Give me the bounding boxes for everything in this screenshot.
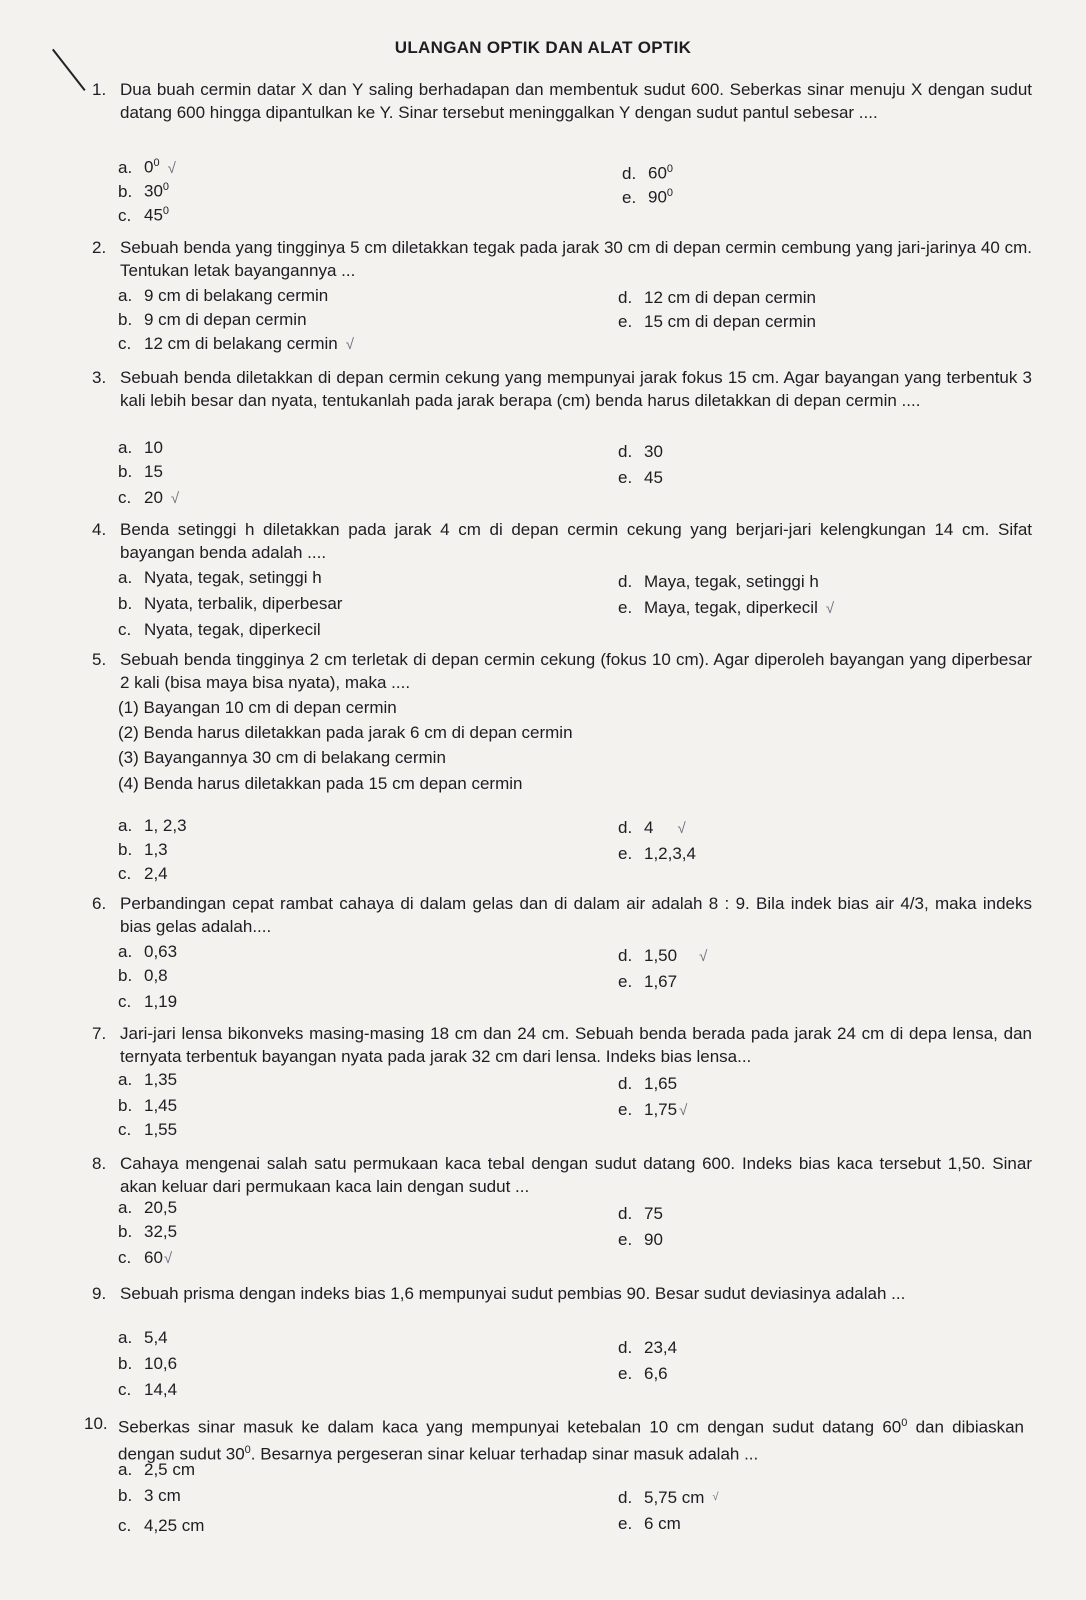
question-number: 1. — [92, 80, 107, 99]
option-value: 0 — [144, 157, 154, 177]
option-value: 0,8 — [144, 966, 168, 985]
option-label: a. — [118, 1460, 133, 1479]
option-value: 2,4 — [144, 864, 168, 883]
option-label: b. — [118, 462, 133, 481]
option-value: 60 — [648, 163, 667, 183]
option-label: e. — [618, 1230, 633, 1249]
option-value: 1,2,3,4 — [644, 844, 696, 863]
question-5 — [92, 648, 1032, 694]
option-value: 60 — [144, 1248, 163, 1267]
option-label: e. — [618, 598, 633, 617]
question-text-part-2: dan dibiaskan dengan sudut 30 — [118, 1417, 1025, 1464]
option-label: b. — [118, 1222, 133, 1241]
question-7 — [92, 1022, 1032, 1068]
degree-sign: 0 — [244, 1443, 251, 1456]
option-7a[interactable] — [118, 1068, 177, 1091]
question-number: 8. — [92, 1154, 107, 1173]
option-label: d. — [618, 946, 633, 965]
degree-sign: 0 — [666, 163, 674, 175]
option-label: e. — [618, 972, 633, 991]
option-label: a. — [118, 942, 133, 961]
degree-sign: 0 — [162, 181, 170, 193]
option-label: e. — [618, 844, 633, 863]
degree-sign: 0 — [162, 205, 170, 217]
option-3a[interactable] — [118, 436, 163, 459]
option-label: a. — [118, 157, 133, 177]
option-value: 30 — [144, 181, 163, 201]
question-text-part-3: . Besarnya pergeseran sinar keluar terhadap sinar masuk adalah ... — [250, 1444, 759, 1464]
option-2b[interactable] — [118, 308, 307, 331]
option-9e[interactable] — [618, 1362, 668, 1385]
option-value: 1,65 — [644, 1074, 678, 1093]
option-label: e. — [618, 468, 633, 487]
option-label: a. — [118, 816, 133, 835]
question-number: 2. — [92, 238, 107, 257]
option-value: Nyata, tegak, diperkecil — [144, 620, 321, 639]
option-value: 15 cm di depan cermin — [644, 312, 816, 331]
option-value: 32,5 — [144, 1222, 178, 1241]
option-value: 1,45 — [144, 1096, 178, 1115]
question-number: 10. — [84, 1414, 108, 1433]
option-label: b. — [118, 1486, 133, 1505]
option-5d[interactable] — [618, 816, 686, 840]
option-label: d. — [618, 818, 633, 837]
question-text — [118, 1412, 1024, 1465]
option-value: 12 cm di belakang cermin — [144, 334, 338, 353]
option-value: 4 — [644, 818, 654, 837]
option-10d[interactable] — [618, 1486, 719, 1509]
option-9c[interactable] — [118, 1378, 177, 1401]
option-value: 14,4 — [144, 1380, 178, 1399]
option-label: a. — [118, 438, 133, 457]
option-5e[interactable] — [618, 842, 696, 865]
option-value: 6,6 — [644, 1364, 668, 1383]
option-value: 90 — [644, 1230, 663, 1249]
option-7d[interactable] — [618, 1072, 677, 1095]
option-label: c. — [118, 1120, 132, 1139]
option-label: e. — [618, 312, 633, 331]
option-1e[interactable] — [622, 182, 673, 209]
question-10 — [84, 1412, 1024, 1465]
option-1c[interactable] — [118, 200, 169, 227]
question-4 — [92, 518, 1032, 564]
option-label: c. — [118, 1516, 132, 1535]
option-3b[interactable] — [118, 460, 163, 483]
option-4a[interactable] — [118, 566, 322, 589]
option-label: d. — [618, 1488, 633, 1507]
question-text: Sebuah benda tingginya 2 cm terletak di depan cermin cekung (fokus 10 cm). Agar diperoleh bayangan yang diperbesar 2 kali (bisa maya bisa nyata), maka .... — [120, 650, 1032, 692]
question-text-part-1: Seberkas sinar masuk ke dalam kaca yang mempunyai ketebalan 10 cm dengan sudut datang 60 — [118, 1417, 902, 1437]
option-value: 1,75 — [644, 1100, 678, 1119]
option-label: d. — [618, 572, 633, 591]
page-title: ULANGAN OPTIK DAN ALAT OPTIK — [394, 38, 692, 57]
option-value: 9 cm di belakang cermin — [144, 286, 329, 305]
option-3e[interactable] — [618, 466, 663, 489]
question-6 — [92, 892, 1032, 938]
question-number: 5. — [92, 650, 107, 669]
option-label: d. — [618, 288, 633, 307]
option-value: 20,5 — [144, 1198, 178, 1217]
option-6a[interactable] — [118, 940, 177, 963]
option-4e[interactable] — [618, 596, 834, 620]
option-label: b. — [118, 1354, 133, 1373]
option-label: c. — [118, 620, 132, 639]
option-value: 15 — [144, 462, 163, 481]
option-5a[interactable] — [118, 814, 187, 837]
option-label: a. — [118, 1070, 133, 1089]
option-label: a. — [118, 1198, 133, 1217]
question-number: 4. — [92, 520, 107, 539]
option-value: 10 — [144, 438, 163, 457]
option-value: 1,3 — [144, 840, 168, 859]
option-value: 20 — [144, 488, 163, 507]
option-label: e. — [622, 187, 637, 207]
checkmark-icon: √ — [825, 600, 835, 617]
question-text: Perbandingan cepat rambat cahaya di dalam gelas dan di dalam air adalah 8 : 9. Bila indek bias air 4/3, maka indeks bias gelas adalah.... — [120, 894, 1032, 936]
option-9b[interactable] — [118, 1352, 177, 1375]
option-7c[interactable] — [118, 1118, 177, 1141]
checkmark-icon: √ — [170, 490, 180, 507]
option-6e[interactable] — [618, 970, 677, 993]
question-9 — [92, 1282, 1032, 1305]
option-label: c. — [118, 205, 132, 225]
question-number: 9. — [92, 1284, 107, 1303]
statement-2: (2) Benda harus diletakkan pada jarak 6 cm di depan cermin — [118, 723, 573, 742]
question-8 — [92, 1152, 1032, 1198]
question-text: Jari-jari lensa bikonveks masing-masing 18 cm dan 24 cm. Sebuah benda berada pada jarak 24 cm di depa lensa, dan ternyata terbentuk bayangan nyata pada jarak 32 cm dari lensa. Indeks bias lensa... — [120, 1024, 1032, 1066]
option-value: Maya, tegak, setinggi h — [644, 572, 819, 591]
question-text: Cahaya mengenai salah satu permukaan kaca tebal dengan sudut datang 600. Indeks bias kaca tersebut 1,50. Sinar akan keluar dari permukaan kaca lain dengan sudut ... — [120, 1154, 1032, 1196]
option-label: b. — [118, 594, 133, 613]
option-label: b. — [118, 310, 133, 329]
option-label: b. — [118, 1096, 133, 1115]
question-2 — [92, 236, 1032, 282]
option-2c[interactable] — [118, 332, 354, 356]
option-value: 6 cm — [644, 1514, 681, 1533]
degree-sign: 0 — [666, 187, 674, 199]
option-value: 3 cm — [144, 1486, 181, 1505]
option-label: b. — [118, 966, 133, 985]
option-value: 9 cm di depan cermin — [144, 310, 307, 329]
degree-sign: 0 — [901, 1417, 908, 1429]
option-2d[interactable] — [618, 286, 816, 309]
checkmark-icon: √ — [167, 159, 176, 177]
option-label: d. — [622, 163, 637, 183]
checkmark-icon: √ — [699, 948, 708, 965]
option-value: Maya, tegak, diperkecil — [644, 598, 818, 617]
option-value: 4,25 cm — [144, 1516, 205, 1535]
question-number: 3. — [92, 368, 107, 387]
checkmark-icon: √ — [163, 1250, 173, 1267]
option-9a[interactable] — [118, 1326, 168, 1349]
option-value: 30 — [644, 442, 663, 461]
option-10e[interactable] — [618, 1512, 681, 1535]
option-value: 1,50 — [644, 946, 678, 965]
question-number: 6. — [92, 894, 107, 913]
option-1b[interactable] — [118, 176, 169, 203]
option-6b[interactable] — [118, 964, 168, 987]
question-text: Sebuah benda diletakkan di depan cermin cekung yang mempunyai jarak fokus 15 cm. Agar bayangan yang terbentuk 3 kali lebih besar dan nyata, tentukanlah pada jarak berapa (cm) benda harus diletakkan di depan cermin .... — [120, 368, 1032, 410]
option-2a[interactable] — [118, 284, 328, 307]
option-label: c. — [118, 864, 132, 883]
option-10b[interactable] — [118, 1484, 181, 1507]
question-1 — [92, 78, 1032, 124]
option-value: 23,4 — [644, 1338, 678, 1357]
option-3c[interactable] — [118, 486, 179, 510]
option-9d[interactable] — [618, 1336, 677, 1359]
option-label: b. — [118, 840, 133, 859]
option-label: d. — [618, 1338, 633, 1357]
option-value: 5,4 — [144, 1328, 168, 1347]
option-8a[interactable] — [118, 1196, 177, 1219]
option-value: 12 cm di depan cermin — [644, 288, 816, 307]
question-number: 7. — [92, 1024, 107, 1043]
option-value: 75 — [644, 1204, 663, 1223]
option-4b[interactable] — [118, 592, 342, 615]
option-value: 1,67 — [644, 972, 678, 991]
degree-sign: 0 — [153, 157, 160, 169]
option-label: a. — [118, 1328, 133, 1347]
option-7e[interactable] — [618, 1098, 687, 1122]
question-text: Sebuah prisma dengan indeks bias 1,6 mempunyai sudut pembias 90. Besar sudut deviasinya adalah ... — [120, 1284, 906, 1303]
option-8b[interactable] — [118, 1220, 177, 1243]
option-label: a. — [118, 286, 133, 305]
option-label: c. — [118, 488, 132, 507]
option-value: 2,5 cm — [144, 1460, 196, 1479]
option-value: 0,63 — [144, 942, 178, 961]
option-value: 1,19 — [144, 992, 178, 1011]
option-5c[interactable] — [118, 862, 168, 885]
option-value: 90 — [648, 187, 667, 207]
option-8c[interactable] — [118, 1246, 172, 1270]
option-6c[interactable] — [118, 990, 177, 1013]
option-value: 1, 2,3 — [144, 816, 187, 835]
option-value: Nyata, tegak, setinggi h — [144, 568, 322, 587]
question-text: Sebuah benda yang tingginya 5 cm diletakkan tegak pada jarak 30 cm di depan cermin cembung yang jari-jarinya 40 cm. Tentukan letak bayangannya ... — [120, 238, 1032, 280]
option-value: 5,75 cm — [644, 1488, 705, 1507]
option-label: e. — [618, 1364, 633, 1383]
question-3 — [92, 366, 1032, 412]
option-label: d. — [618, 1074, 633, 1093]
option-3d[interactable] — [618, 440, 663, 463]
option-value: 10,6 — [144, 1354, 178, 1373]
checkmark-icon: √ — [345, 336, 354, 353]
option-label: e. — [618, 1100, 633, 1119]
option-label: c. — [118, 1380, 132, 1399]
option-2e[interactable] — [618, 310, 816, 333]
question-text: Dua buah cermin datar X dan Y saling berhadapan dan membentuk sudut 600. Seberkas sinar menuju X dengan sudut datang 600 hingga dipantulkan ke Y. Sinar tersebut meninggalkan Y dengan sudut pantul sebesar .... — [120, 80, 1032, 122]
option-8e[interactable] — [618, 1228, 663, 1251]
option-10c[interactable] — [118, 1514, 204, 1537]
option-value: 1,55 — [144, 1120, 178, 1139]
option-7b[interactable] — [118, 1094, 177, 1117]
option-5b[interactable] — [118, 838, 168, 861]
option-label: c. — [118, 992, 132, 1011]
option-4c[interactable] — [118, 618, 321, 641]
option-10a[interactable] — [118, 1458, 195, 1481]
option-label: c. — [118, 1248, 132, 1267]
statement-4: (4) Benda harus diletakkan pada 15 cm depan cermin — [118, 774, 523, 793]
checkmark-icon: √ — [712, 1491, 719, 1503]
option-value: 45 — [644, 468, 663, 487]
option-label: e. — [618, 1514, 633, 1533]
option-label: a. — [118, 568, 133, 587]
option-label: c. — [118, 334, 132, 353]
option-1d[interactable] — [622, 158, 673, 185]
checkmark-icon: √ — [679, 1102, 688, 1119]
option-4d[interactable] — [618, 570, 819, 593]
option-value: 45 — [144, 205, 163, 225]
option-label: d. — [618, 442, 633, 461]
statement-3: (3) Bayangannya 30 cm di belakang cermin — [118, 748, 446, 767]
statement-1: (1) Bayangan 10 cm di depan cermin — [118, 698, 397, 717]
option-6d[interactable] — [618, 944, 707, 968]
option-label: d. — [618, 1204, 633, 1223]
checkmark-icon: √ — [677, 820, 686, 837]
option-label: b. — [118, 181, 133, 201]
question-text: Benda setinggi h diletakkan pada jarak 4 cm di depan cermin cekung yang berjari-jari kelengkungan 14 cm. Sifat bayangan benda adalah .... — [120, 520, 1032, 562]
option-value: 1,35 — [144, 1070, 178, 1089]
option-8d[interactable] — [618, 1202, 663, 1225]
option-value: Nyata, terbalik, diperbesar — [144, 594, 343, 613]
